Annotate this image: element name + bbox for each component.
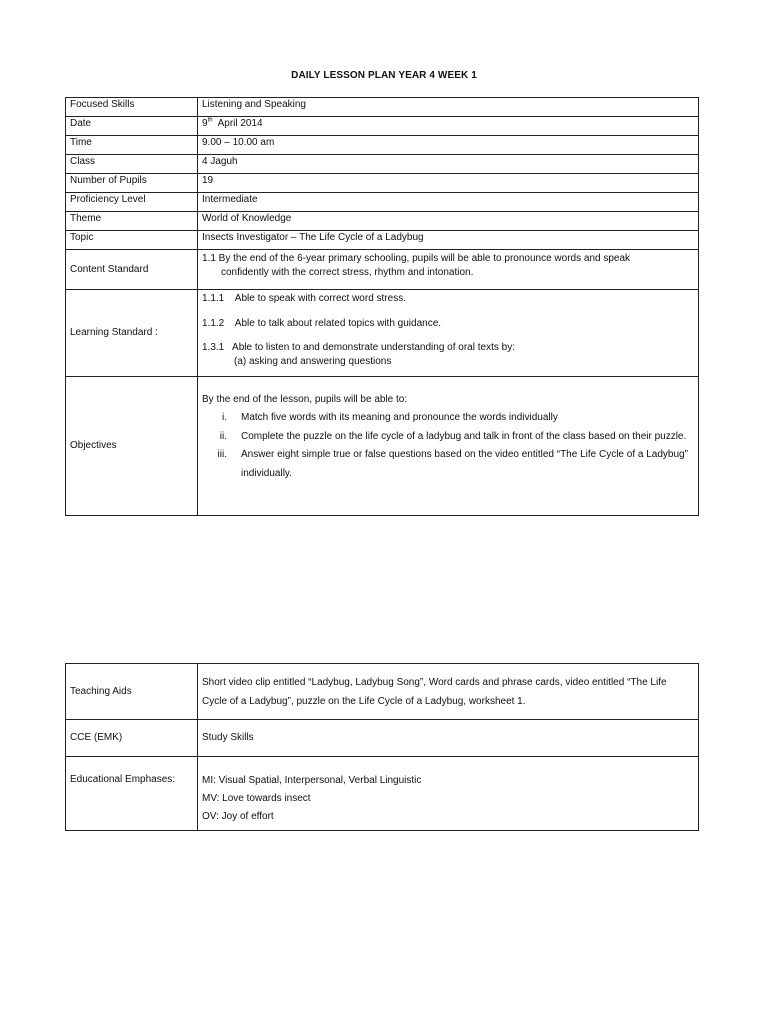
table-row	[66, 155, 699, 174]
cce-label: CCE (EMK)	[66, 720, 198, 757]
teaching-aids-value	[198, 664, 699, 720]
topic-value: Insects Investigator – The Life Cycle of a Ladybug	[198, 231, 699, 250]
learning-standard-label: Learning Standard :	[66, 290, 198, 377]
learning-standard-subitem: (a) asking and answering questions	[234, 355, 392, 367]
list-item	[202, 428, 694, 447]
table-row	[66, 193, 699, 212]
table-row	[66, 250, 699, 290]
objective-number: ii.	[219, 430, 227, 442]
objectives-intro: By the end of the lesson, pupils will be able to:	[202, 394, 408, 405]
objective-number: iii.	[217, 449, 227, 460]
learning-standard-item: 1.1.2 Able to talk about related topics with guidance.	[202, 317, 442, 329]
content-standard-value	[198, 250, 699, 290]
date-label: Date	[66, 117, 198, 136]
date-day: 9	[202, 118, 208, 129]
time-value: 9.00 – 10.00 am	[198, 136, 699, 155]
pupils-value: 19	[198, 174, 699, 193]
emphasis-mi: MI: Visual Spatial, Interpersonal, Verbal Linguistic	[202, 775, 422, 786]
list-item	[202, 446, 694, 483]
theme-label: Theme	[66, 212, 198, 231]
class-label: Class	[66, 155, 198, 174]
class-value: 4 Jaguh	[198, 155, 699, 174]
date-value	[198, 117, 699, 136]
educational-emphases-label: Educational Emphases:	[66, 757, 198, 831]
learning-standard-item: 1.3.1 Able to listen to and demonstrate understanding of oral texts by:	[202, 342, 515, 353]
teaching-aids-label: Teaching Aids	[66, 664, 198, 720]
objective-text: Answer eight simple true or false questions based on the video entitled “The Life Cycle of a Ladybug” individually.	[241, 449, 688, 479]
table-row	[66, 664, 699, 720]
proficiency-value: Intermediate	[198, 193, 699, 212]
teaching-aids-text: Short video clip entitled “Ladybug, Ladybug Song”, Word cards and phrase cards, video entitled “The Life Cycle of a Ladybug”, puzzle on the Life Cycle of a Ladybug, worksheet 1.	[202, 676, 667, 707]
objectives-value	[198, 377, 699, 516]
table-row	[66, 117, 699, 136]
emphasis-ov: OV: Joy of effort	[202, 811, 274, 822]
focused-skills-label: Focused Skills	[66, 98, 198, 117]
table-row	[66, 231, 699, 250]
table-row	[66, 377, 699, 516]
table-row	[66, 174, 699, 193]
objective-text: Match five words with its meaning and pronounce the words individually	[241, 412, 558, 423]
theme-value: World of Knowledge	[198, 212, 699, 231]
lesson-details-table	[65, 97, 699, 516]
emphasis-mv: MV: Love towards insect	[202, 793, 311, 804]
table-row	[66, 720, 699, 757]
date-suffix: th	[207, 117, 213, 124]
resources-table	[65, 663, 699, 831]
date-rest: April 2014	[212, 118, 263, 129]
content-standard-line1: 1.1 By the end of the 6-year primary schooling, pupils will be able to pronounce words and speak	[202, 253, 631, 264]
proficiency-label: Proficiency Level	[66, 193, 198, 212]
table-row	[66, 757, 699, 831]
table-row	[66, 136, 699, 155]
objective-number: i.	[222, 412, 227, 423]
learning-standard-item: 1.1.1 Able to speak with correct word stress.	[202, 293, 406, 304]
educational-emphases-value	[198, 757, 699, 831]
content-standard-line2: confidently with the correct stress, rhythm and intonation.	[221, 266, 474, 278]
table-row	[66, 290, 699, 377]
pupils-label: Number of Pupils	[66, 174, 198, 193]
cce-value: Study Skills	[198, 720, 699, 757]
time-label: Time	[66, 136, 198, 155]
learning-standard-value	[198, 290, 699, 377]
topic-label: Topic	[66, 231, 198, 250]
focused-skills-value: Listening and Speaking	[198, 98, 699, 117]
content-standard-label: Content Standard	[66, 250, 198, 290]
objectives-label: Objectives	[66, 377, 198, 516]
objectives-list	[202, 409, 694, 483]
list-item	[202, 409, 694, 428]
table-row	[66, 212, 699, 231]
table-row	[66, 98, 699, 117]
page-title: DAILY LESSON PLAN YEAR 4 WEEK 1	[291, 70, 477, 81]
objective-text: Complete the puzzle on the life cycle of a ladybug and talk in front of the class based on their puzzle.	[241, 430, 687, 442]
